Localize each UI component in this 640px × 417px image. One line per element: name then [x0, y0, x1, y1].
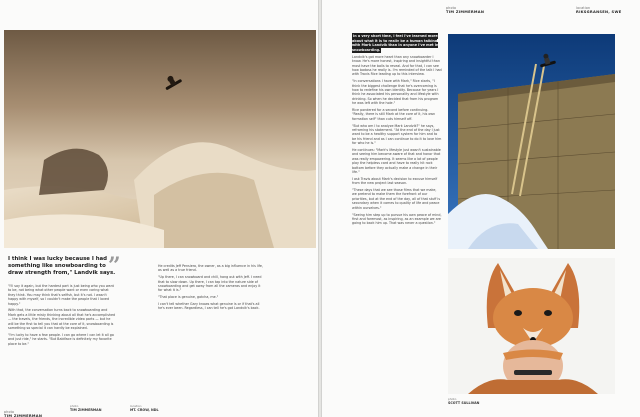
fox-portrait-illustration [448, 258, 615, 394]
paragraph: Landvik's got more heart than any snowboarder I know. He's more honest, inspiring and insightful than most have the balls to reveal. And for that, I can see how badass he really is. I'm reminded of the talk I had with Travis Rice leading up to this interview. [352, 54, 442, 77]
left-location-credit [130, 405, 159, 412]
paragraph: He credits Jeff Pensiero, the owner, as a big influence in his life, as well as a true friend. [158, 264, 263, 273]
paragraph: "Up there, I can snowboard and chill, hang out with Jeff. I need that to slow down. Up there, I can tap into the nature side of snowboarding and get away from all the cameras and enjoy it for what it is." [158, 275, 262, 293]
paragraph: With that, the conversation turns back to snowboarding and Mark gets a little misty thinking about all that he's accomplished — the travels, the friends, the incredible video parts — but he will be the first to tell you that at the core of it, snowboarding is something so special it can hardly be explained. [8, 308, 116, 331]
left-body-column-1 [8, 284, 116, 348]
caption-label: location [130, 404, 142, 408]
caption-name: MT. CROW, NDL [130, 407, 159, 412]
right-folio-top-right [576, 6, 621, 14]
fox-hat-portrait-photo [448, 258, 615, 394]
paragraph: Rice pondered for a second before continuing. "Really, there is still Mark at the core of it, his own formation self" than cuts himself off. [352, 108, 436, 121]
night-rail-snowboard-photo [448, 34, 615, 249]
pull-quote-text: I think I was lucky because I had something like snowboarding to draw strength from," Landvik says. [8, 256, 116, 276]
left-folio-name: TIM ZIMMERMAN [4, 414, 43, 417]
folio-label: location [576, 6, 591, 10]
right-photo-credit [448, 398, 479, 405]
paragraph: He continues: "Mark's lifestyle just wasn't sustainable and seeing him become aware of that and honor that was really empowering. It seems like a lot of people play the helpless card and have to really hit rock bottom before they actually make a change in their life." [352, 148, 441, 175]
paragraph: "I'm lucky to have a few people. I can go where I can let it all go and just ride," he starts. "But Baldface is definitely my favorite place to be." [8, 332, 114, 346]
left-folio-bottom [4, 410, 42, 417]
caption-name: SCOTT SULLIVAN [448, 400, 480, 405]
paragraph: "In conversations I have with Mark," Rice starts, "I think the biggest challenge that he's overcoming is how to redefine his own identity. Because for years I think he associated his personality and lifestyle with drinking. So when he decided that from his program he was left with the hole." [352, 79, 439, 106]
sepia-snowboard-photo [4, 30, 316, 248]
folio-name: TIM ZIMMERMAN [446, 10, 485, 14]
right-folio-top-left [446, 6, 484, 14]
right-page [322, 0, 640, 417]
left-body-column-2 [158, 264, 266, 313]
left-photo-credit [70, 405, 101, 412]
pull-quote [8, 256, 116, 277]
folio-name: RIKSGRANSEN, SWE [576, 10, 622, 14]
blue-rail-illustration [448, 34, 615, 249]
sepia-snow-illustration [4, 30, 316, 248]
left-folio-label: photo [4, 410, 15, 414]
paragraph: "Seeing him step up to pursue his own peace of mind, first and foremost, as inspiring, as an example we are going to back him up. That was never a question." [352, 212, 442, 226]
paragraph: I can't tell whether Gary knows what genuine is or if that's all he's ever been. Regardless, I can tell he's got Landvik's back. [158, 302, 260, 311]
paragraph: "I'll say it again, but the hardest part is just being who you want to be, not being what other people want or even caring what they think. You may think that's selfish, but it's not. I wasn't happy with myself, so I couldn't make the people that I loved happy." [8, 284, 114, 306]
lead-paragraph [352, 34, 442, 52]
caption-label: photo [70, 404, 79, 408]
caption-label: photo [448, 397, 457, 401]
paragraph: "That place is genuine, gotcha, me." [158, 295, 219, 300]
folio-label: photo [446, 6, 457, 10]
paragraph: "But who am I to analyze Mark Landvik?" he says, reframing his statement. "At the end of the day I just want to be a healthy support system for him and to be his friend and as I can continue to do it to love him for who he is." [352, 123, 442, 146]
lead-highlight: In a very short time, I feel I've learned more about what it is to really be a human talking with Mark Landvik than in anyone I've met in snowboarding. [352, 34, 439, 52]
paragraph: I ask Travis about Mark's decision to excuse himself from the new project last season. [352, 176, 438, 186]
quote-mark: ” [108, 253, 121, 279]
caption-name: TIM ZIMMERMAN [70, 407, 102, 412]
right-body-column [352, 34, 442, 228]
left-page [0, 0, 318, 417]
paragraph: "These days that we see those films that we make, we pretend to make them the forefront of our priorities, but at the end of the day, all of that stuff is secondary when it comes to quality of life and peace within ourselves." [352, 188, 441, 210]
